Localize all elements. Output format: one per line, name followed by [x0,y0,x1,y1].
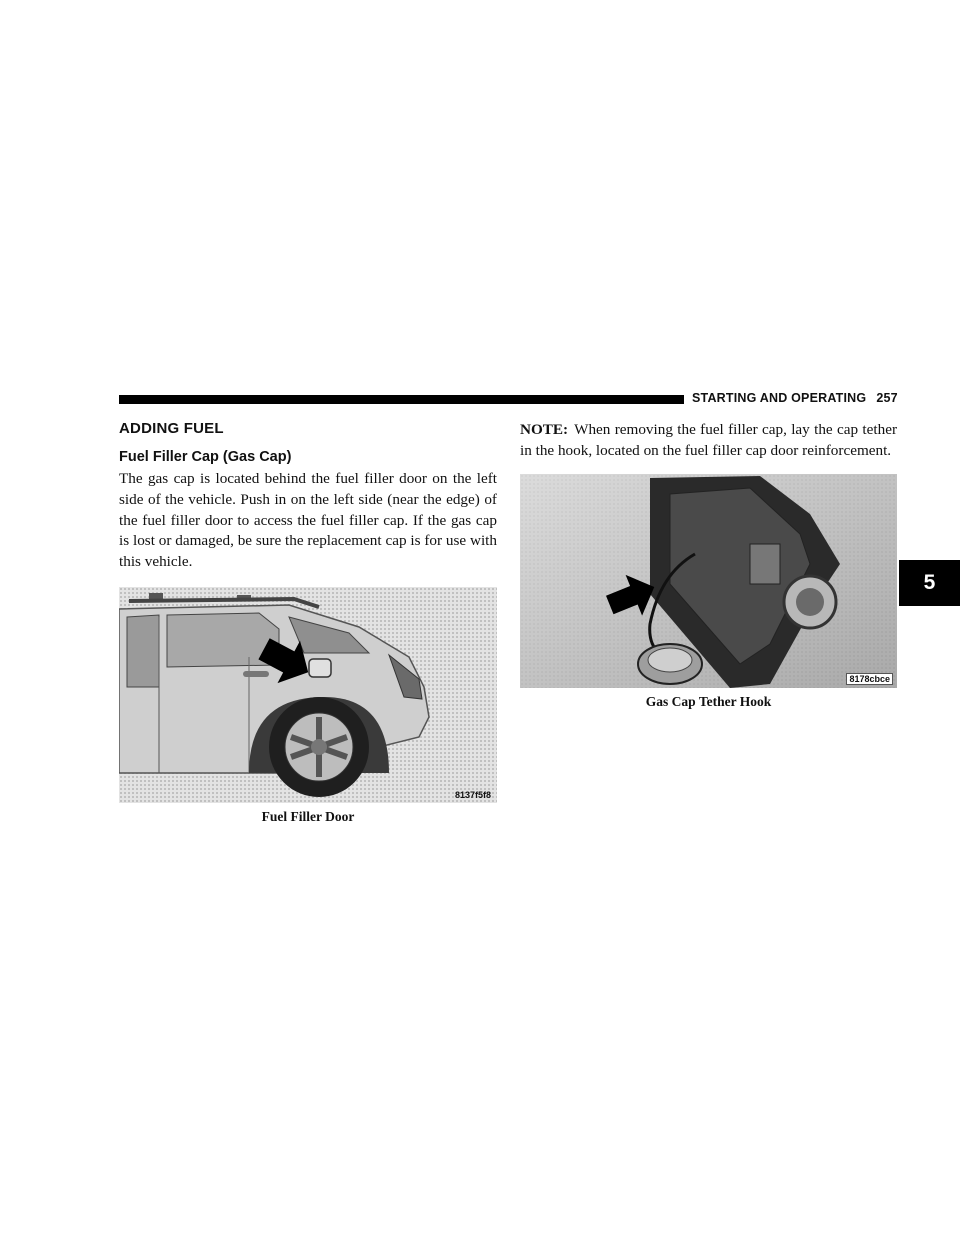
figure-caption: Gas Cap Tether Hook [645,693,772,709]
car-illustration [119,587,497,803]
figure-image [520,474,897,688]
figure-image [119,587,497,803]
header-rule [119,395,684,404]
figure-code: 8137f5f8 [454,789,491,800]
figure-caption: Fuel Filler Door [261,808,355,824]
figure-gas-cap-tether-hook [520,474,897,710]
body-paragraph: The gas cap is located behind the fuel filler door on the left side of the vehicle. Push in on the left side (near the edge) of the fuel filler door to access the fuel filler cap. If the gas cap is lost or damaged, be sure the replacement cap is for use with this vehicle. [119,470,497,571]
gas-cap-illustration [520,474,897,688]
subsection-title: Fuel Filler Cap (Gas Cap) [119,449,292,465]
figure-code: 8178cbce [846,673,893,685]
running-title: STARTING AND OPERATING [692,391,867,405]
right-column [520,420,897,710]
section-title: ADDING FUEL [119,420,224,437]
note-paragraph [520,420,897,462]
running-header [692,391,898,405]
figure-fuel-filler-door [119,587,497,825]
left-column [119,420,497,825]
chapter-tab: 5 [899,560,960,606]
note-label: NOTE: [520,421,569,438]
note-text: When removing the fuel filler cap, lay the cap tether in the hook, located on the fuel filler cap door reinforcement. [520,421,897,459]
page-number: 257 [876,391,898,405]
